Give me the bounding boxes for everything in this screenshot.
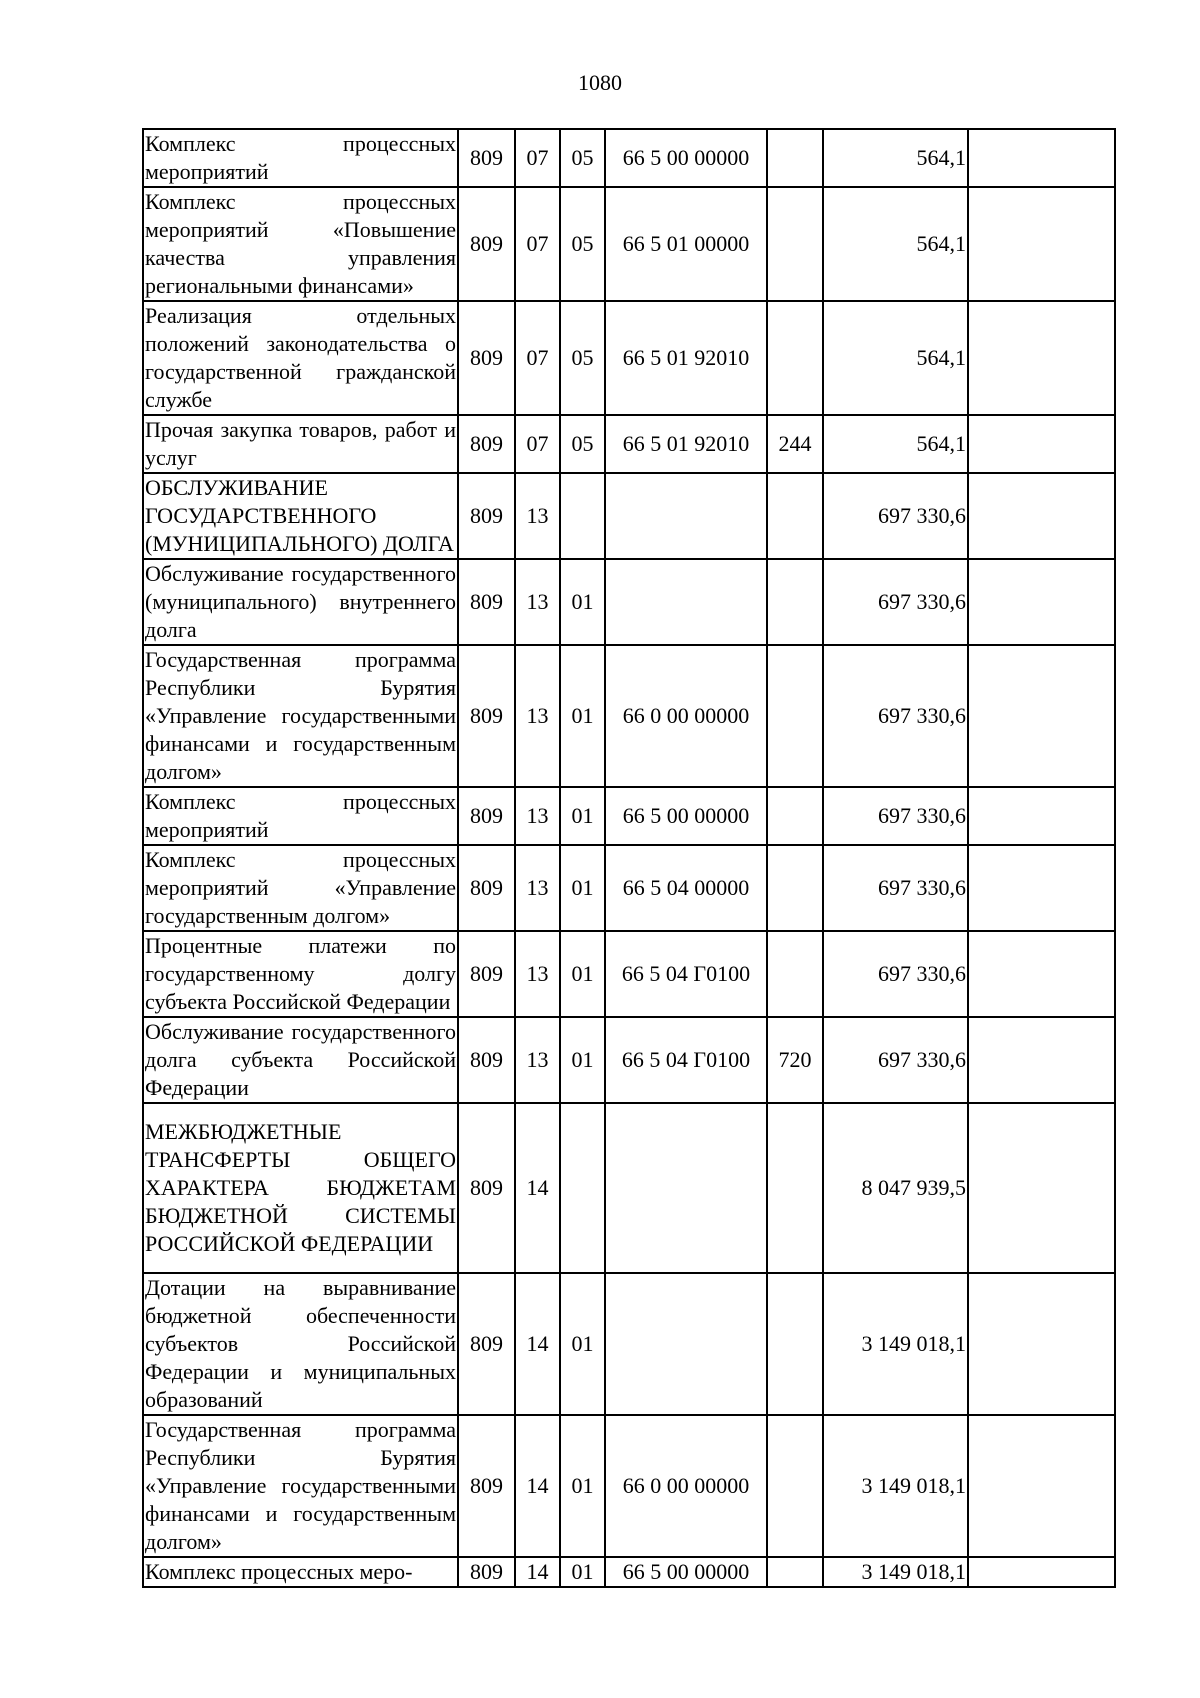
row-rz: 13 — [515, 1017, 560, 1103]
row-extra — [968, 1103, 1115, 1273]
row-csr: 66 5 04 00000 — [605, 845, 767, 931]
row-extra — [968, 415, 1115, 473]
row-extra — [968, 1017, 1115, 1103]
row-name: Комплекс процессных меро- — [143, 1557, 458, 1587]
row-pr: 01 — [560, 1017, 605, 1103]
row-csr: 66 5 01 00000 — [605, 187, 767, 301]
row-csr: 66 5 01 92010 — [605, 415, 767, 473]
row-amount: 564,1 — [823, 129, 968, 187]
row-name: Обслуживание государственного долга субъекта Российской Федерации — [143, 1017, 458, 1103]
row-csr — [605, 1273, 767, 1415]
row-csr: 66 5 04 Г0100 — [605, 931, 767, 1017]
row-amount: 564,1 — [823, 301, 968, 415]
row-extra — [968, 787, 1115, 845]
row-vr — [767, 787, 823, 845]
row-ved: 809 — [458, 787, 515, 845]
row-extra — [968, 845, 1115, 931]
row-extra — [968, 1415, 1115, 1557]
row-name: Государственная программа Республики Бурятия «Управление государственными финансами и государственным долгом» — [143, 1415, 458, 1557]
row-vr — [767, 1103, 823, 1273]
row-ved: 809 — [458, 845, 515, 931]
table-row — [143, 473, 1115, 559]
row-pr: 01 — [560, 1415, 605, 1557]
row-amount: 697 330,6 — [823, 1017, 968, 1103]
table-row — [143, 187, 1115, 301]
row-pr: 05 — [560, 187, 605, 301]
row-pr — [560, 1103, 605, 1273]
row-extra — [968, 129, 1115, 187]
row-name: Реализация отдельных положений законодательства о государственной гражданской службе — [143, 301, 458, 415]
row-amount: 564,1 — [823, 415, 968, 473]
row-vr — [767, 187, 823, 301]
row-vr: 244 — [767, 415, 823, 473]
row-rz: 07 — [515, 301, 560, 415]
row-amount: 697 330,6 — [823, 473, 968, 559]
row-amount: 8 047 939,5 — [823, 1103, 968, 1273]
row-rz: 07 — [515, 415, 560, 473]
row-rz: 13 — [515, 931, 560, 1017]
row-pr: 01 — [560, 645, 605, 787]
row-pr: 01 — [560, 845, 605, 931]
row-extra — [968, 645, 1115, 787]
row-ved: 809 — [458, 1017, 515, 1103]
row-amount: 697 330,6 — [823, 645, 968, 787]
row-extra — [968, 473, 1115, 559]
row-vr — [767, 473, 823, 559]
row-rz: 14 — [515, 1557, 560, 1587]
row-ved: 809 — [458, 1273, 515, 1415]
row-vr — [767, 129, 823, 187]
row-pr: 01 — [560, 1557, 605, 1587]
row-rz: 14 — [515, 1415, 560, 1557]
row-name: Комплекс процессных мероприятий — [143, 787, 458, 845]
row-amount: 697 330,6 — [823, 931, 968, 1017]
row-vr — [767, 301, 823, 415]
row-csr: 66 0 00 00000 — [605, 645, 767, 787]
row-name: Дотации на выравнивание бюджетной обеспеченности субъектов Российской Федерации и муниципальных образований — [143, 1273, 458, 1415]
row-ved: 809 — [458, 1103, 515, 1273]
row-amount: 697 330,6 — [823, 559, 968, 645]
row-csr — [605, 1103, 767, 1273]
row-name: Процентные платежи по государственному долгу субъекта Российской Федерации — [143, 931, 458, 1017]
row-pr: 01 — [560, 931, 605, 1017]
row-vr — [767, 845, 823, 931]
row-name: Комплекс процессных мероприятий «Повышение качества управления региональными финансами» — [143, 187, 458, 301]
row-csr: 66 5 00 00000 — [605, 1557, 767, 1587]
row-rz: 14 — [515, 1103, 560, 1273]
table-row — [143, 1557, 1115, 1587]
row-name: Обслуживание государственного (муниципального) внутреннего долга — [143, 559, 458, 645]
row-extra — [968, 301, 1115, 415]
row-csr: 66 0 00 00000 — [605, 1415, 767, 1557]
row-ved: 809 — [458, 129, 515, 187]
row-name: Государственная программа Республики Бурятия «Управление государственными финансами и государственным долгом» — [143, 645, 458, 787]
row-name: Прочая закупка товаров, работ и услуг — [143, 415, 458, 473]
row-vr — [767, 1415, 823, 1557]
row-pr: 05 — [560, 415, 605, 473]
row-vr — [767, 559, 823, 645]
row-amount: 697 330,6 — [823, 845, 968, 931]
row-rz: 13 — [515, 473, 560, 559]
row-pr: 05 — [560, 301, 605, 415]
row-extra — [968, 1557, 1115, 1587]
row-csr: 66 5 04 Г0100 — [605, 1017, 767, 1103]
row-pr: 01 — [560, 787, 605, 845]
row-pr: 01 — [560, 559, 605, 645]
row-ved: 809 — [458, 931, 515, 1017]
row-amount: 697 330,6 — [823, 787, 968, 845]
row-name: Комплекс процессных мероприятий «Управление государственным долгом» — [143, 845, 458, 931]
table-row — [143, 1103, 1115, 1273]
row-ved: 809 — [458, 645, 515, 787]
row-ved: 809 — [458, 187, 515, 301]
row-rz: 13 — [515, 845, 560, 931]
row-ved: 809 — [458, 473, 515, 559]
row-csr — [605, 559, 767, 645]
row-extra — [968, 1273, 1115, 1415]
row-rz: 13 — [515, 559, 560, 645]
row-extra — [968, 559, 1115, 645]
row-vr — [767, 1557, 823, 1587]
row-extra — [968, 931, 1115, 1017]
table-row — [143, 301, 1115, 415]
row-amount: 3 149 018,1 — [823, 1557, 968, 1587]
row-pr — [560, 473, 605, 559]
row-csr — [605, 473, 767, 559]
row-csr: 66 5 01 92010 — [605, 301, 767, 415]
row-vr — [767, 931, 823, 1017]
row-ved: 809 — [458, 1557, 515, 1587]
row-name: ОБСЛУЖИВАНИЕ ГОСУДАРСТВЕННОГО (МУНИЦИПАЛЬНОГО) ДОЛГА — [143, 473, 458, 559]
row-ved: 809 — [458, 415, 515, 473]
row-vr — [767, 645, 823, 787]
row-amount: 564,1 — [823, 187, 968, 301]
table-row — [143, 787, 1115, 845]
budget-table — [142, 128, 1116, 1588]
table-row — [143, 645, 1115, 787]
row-amount: 3 149 018,1 — [823, 1273, 968, 1415]
row-rz: 13 — [515, 645, 560, 787]
row-amount: 3 149 018,1 — [823, 1415, 968, 1557]
table-row — [143, 931, 1115, 1017]
row-csr: 66 5 00 00000 — [605, 129, 767, 187]
row-vr — [767, 1273, 823, 1415]
row-rz: 14 — [515, 1273, 560, 1415]
row-rz: 07 — [515, 129, 560, 187]
table-row — [143, 1273, 1115, 1415]
row-ved: 809 — [458, 559, 515, 645]
row-rz: 13 — [515, 787, 560, 845]
table-row — [143, 1415, 1115, 1557]
page-number: 1080 — [578, 70, 622, 95]
row-vr: 720 — [767, 1017, 823, 1103]
row-ved: 809 — [458, 1415, 515, 1557]
table-row — [143, 1017, 1115, 1103]
row-rz: 07 — [515, 187, 560, 301]
row-name: Комплекс процессных мероприятий — [143, 129, 458, 187]
row-pr: 05 — [560, 129, 605, 187]
row-pr: 01 — [560, 1273, 605, 1415]
row-csr: 66 5 00 00000 — [605, 787, 767, 845]
table-row — [143, 559, 1115, 645]
table-row — [143, 415, 1115, 473]
row-extra — [968, 187, 1115, 301]
row-ved: 809 — [458, 301, 515, 415]
table-row — [143, 129, 1115, 187]
table-row — [143, 845, 1115, 931]
row-name: МЕЖБЮДЖЕТНЫЕ ТРАНСФЕРТЫ ОБЩЕГО ХАРАКТЕРА БЮДЖЕТАМ БЮДЖЕТНОЙ СИСТЕМЫ РОССИЙСКОЙ ФЕДЕРАЦИИ — [143, 1103, 458, 1273]
